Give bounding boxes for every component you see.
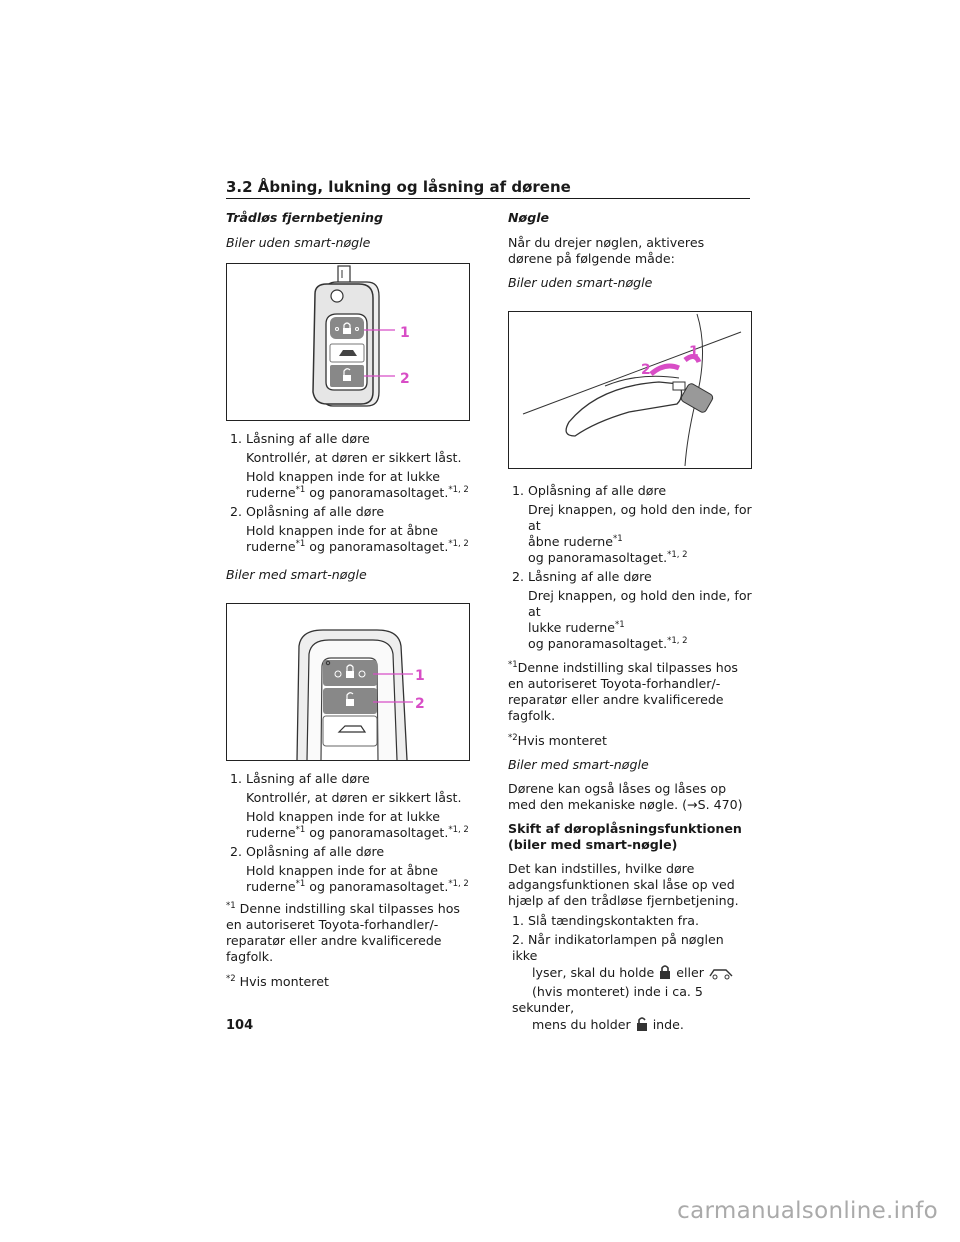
list-remote — [226, 431, 470, 555]
list-item: 1. Låsning af alle døre — [230, 771, 370, 786]
left-column — [226, 208, 470, 990]
watermark: carmanualsonline.info — [677, 1198, 938, 1224]
section-title: 3.2 Åbning, lukning og låsning af dørene — [226, 178, 571, 196]
fig2-callout-2: 2 — [415, 696, 425, 712]
list-item-detail: Drej knappen, og hold den inde, for at lukke ruderne$^{*1}$ og panoramasoltaget.$^{*1, 2}$ — [528, 588, 752, 651]
list-item-detail: Drej knappen, og hold den inde, for at åbne ruderne$^{*1}$ og panoramasoltaget.$^{*1, 2}$ — [528, 502, 752, 565]
list-item: 2. Oplåsning af alle døre — [230, 504, 385, 519]
list-item: 1. Låsning af alle døre — [230, 431, 370, 446]
page-number: 104 — [226, 1018, 254, 1033]
list-item: 2. Låsning af alle døre — [512, 569, 652, 584]
car-trunk-icon — [708, 966, 734, 984]
footnote-1: $^{*1}$ Denne indstilling skal tilpasses hos en autoriseret Toyota-forhandler/-reparatør eller andre kvalificerede fagfolk. — [226, 901, 460, 964]
figure-smart-key — [226, 603, 470, 761]
section-rule — [226, 198, 750, 199]
right-column — [508, 208, 752, 1036]
list-item: 2. Oplåsning af alle døre — [230, 844, 385, 859]
footnote-1: $^{*1}$Denne indstilling skal tilpasses hos en autoriseret Toyota-forhandler/-reparatør eller andre kvalificerede fagfolk. — [508, 660, 738, 723]
mechanical-key-text: Dørene kan også låses og låses op med den mekaniske nøgle. (→S. 470) — [508, 781, 743, 812]
heading-key: Nøgle — [508, 210, 550, 225]
list-item-detail: Hold knappen inde for at åbne ruderne$^{*1}$ og panoramasoltaget.$^{*1, 2}$ — [246, 863, 469, 894]
fig3-callout-2: 2 — [641, 362, 651, 378]
note-with-smart-key: Biler med smart-nøgle — [226, 567, 367, 582]
footnote-2: $^{*2}$Hvis monteret — [508, 733, 607, 748]
list-item-detail: Kontrollér, at døren er sikkert låst. — [246, 790, 462, 805]
intro-text: Når du drejer nøglen, aktiveres dørene på følgende måde: — [508, 235, 705, 266]
step-item: 2. Når indikatorlampen på nøglen ikke lyser, skal du holde eller (hvis monteret) inde i ca. 5 sekunder, mens du holder inde. — [508, 932, 752, 1036]
fig3-callout-1: 1 — [689, 344, 699, 360]
unlock-function-text: Det kan indstilles, hvilke døre adgangsfunktionen skal låse op ved hjælp af den trådløse fjernbetjening. — [508, 861, 739, 908]
note-without-smart-key: Biler uden smart-nøgle — [508, 275, 653, 290]
list-item-detail: Hold knappen inde for at åbne ruderne$^{*1}$ og panoramasoltaget.$^{*1, 2}$ — [246, 523, 469, 554]
step-item: 1. Slå tændingskontakten fra. — [512, 913, 700, 928]
list-item-detail: Hold knappen inde for at lukke ruderne$^{*1}$ og panoramasoltaget.$^{*1, 2}$ — [246, 809, 469, 840]
note-without-smart-key: Biler uden smart-nøgle — [226, 235, 371, 250]
note-with-smart-key: Biler med smart-nøgle — [508, 757, 649, 772]
unlock-icon — [635, 1016, 649, 1036]
fig1-callout-1: 1 — [400, 325, 410, 341]
list-smart-key — [226, 771, 470, 895]
figure-remote-key — [226, 263, 470, 421]
list-item-detail: Hold knappen inde for at lukke ruderne$^{*1}$ og panoramasoltaget.$^{*1, 2}$ — [246, 469, 469, 500]
lock-icon — [658, 964, 672, 984]
list-item: 1. Oplåsning af alle døre — [512, 483, 667, 498]
figure-door-key — [508, 311, 752, 469]
footnote-2: $^{*2}$ Hvis monteret — [226, 974, 329, 989]
fig2-callout-1: 1 — [415, 668, 425, 684]
list-item-detail: Kontrollér, at døren er sikkert låst. — [246, 450, 462, 465]
heading-wireless-remote: Trådløs fjernbetjening — [226, 210, 383, 225]
fig1-callout-2: 2 — [400, 371, 410, 387]
list-key — [508, 483, 752, 652]
subheading-unlock-function: Skift af døroplåsningsfunktionen (biler med smart-nøgle) — [508, 821, 742, 852]
